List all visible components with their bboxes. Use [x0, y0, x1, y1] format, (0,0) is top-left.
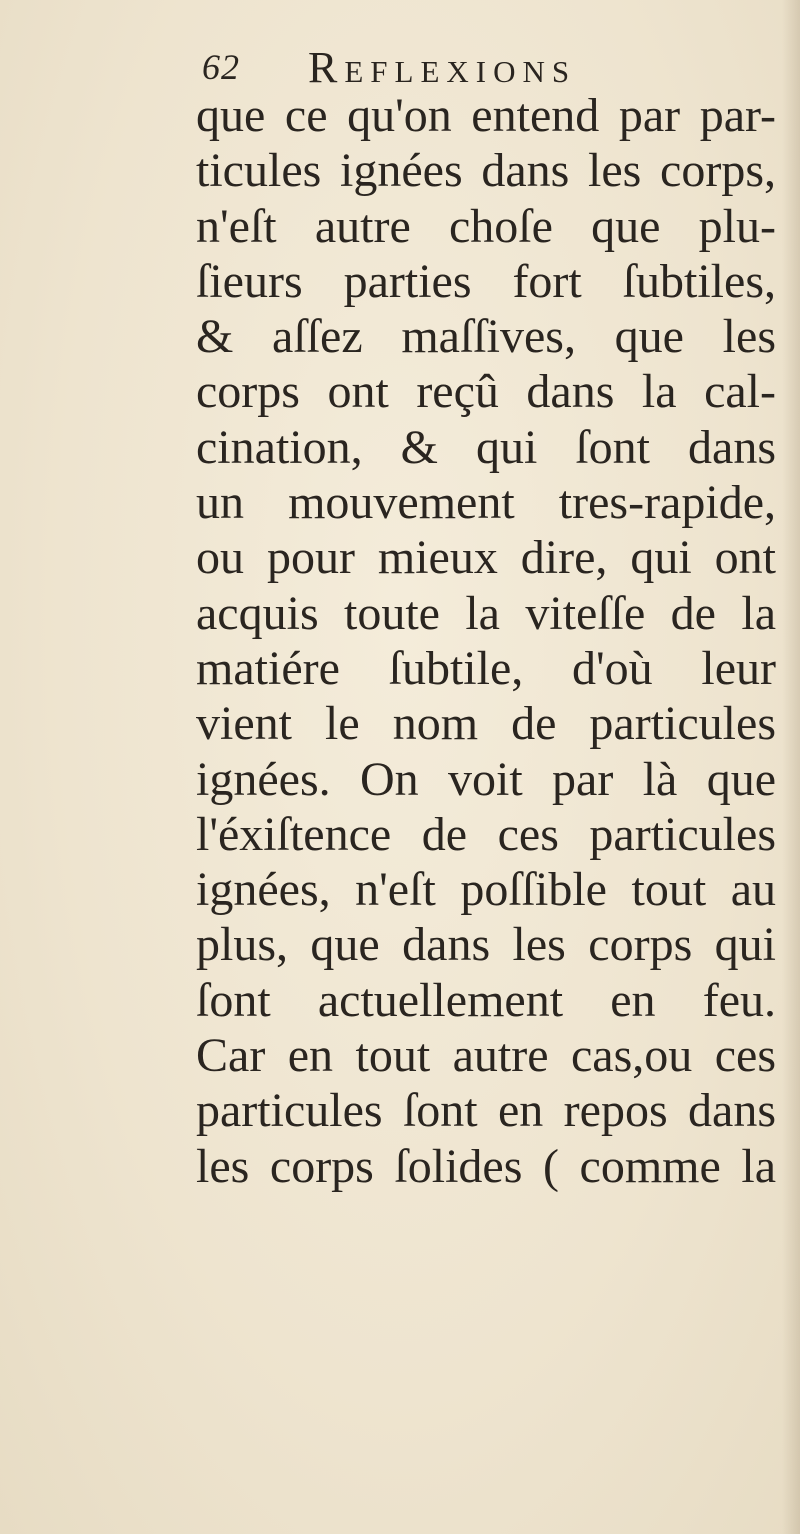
text-line: vient le nom de particules	[196, 697, 776, 751]
text-line: matiére ſubtile, d'où leur	[196, 641, 776, 695]
text-line: un mouvement tres-rapide,	[196, 476, 776, 530]
text-line: ſont actuellement en feu.	[196, 973, 776, 1027]
text-line: n'eſt autre choſe que plu-	[196, 199, 776, 253]
text-line: Car en tout autre cas,ou ces	[196, 1029, 776, 1083]
text-line: & aſſez maſſives, que les	[196, 310, 776, 364]
page-edge-shadow	[782, 0, 800, 1534]
page-number: 62	[202, 47, 240, 87]
text-line: que ce qu'on entend par par-	[196, 89, 776, 142]
text-line: ou pour mieux dire, qui ont	[196, 531, 776, 585]
text-line: ignées. On voit par là que	[196, 752, 776, 806]
text-line: plus, que dans les corps qui	[196, 918, 776, 972]
text-line: ignées, n'eſt poſſible tout au	[196, 863, 776, 917]
text-line: ticules ignées dans les corps,	[196, 144, 776, 198]
text-line: acquis toute la viteſſe de la	[196, 586, 776, 640]
text-line: corps ont reçû dans la cal-	[196, 365, 776, 419]
text-line: ſieurs parties fort ſubtiles,	[196, 254, 776, 308]
running-title: Reflexions	[308, 43, 577, 92]
text-line: particules ſont en repos dans	[196, 1084, 776, 1138]
text-line: cination, & qui ſont dans	[196, 420, 776, 474]
body-text	[196, 88, 776, 1194]
text-line: l'éxiſtence de ces particules	[196, 807, 776, 861]
text-line: les corps ſolides ( comme la	[196, 1139, 776, 1193]
